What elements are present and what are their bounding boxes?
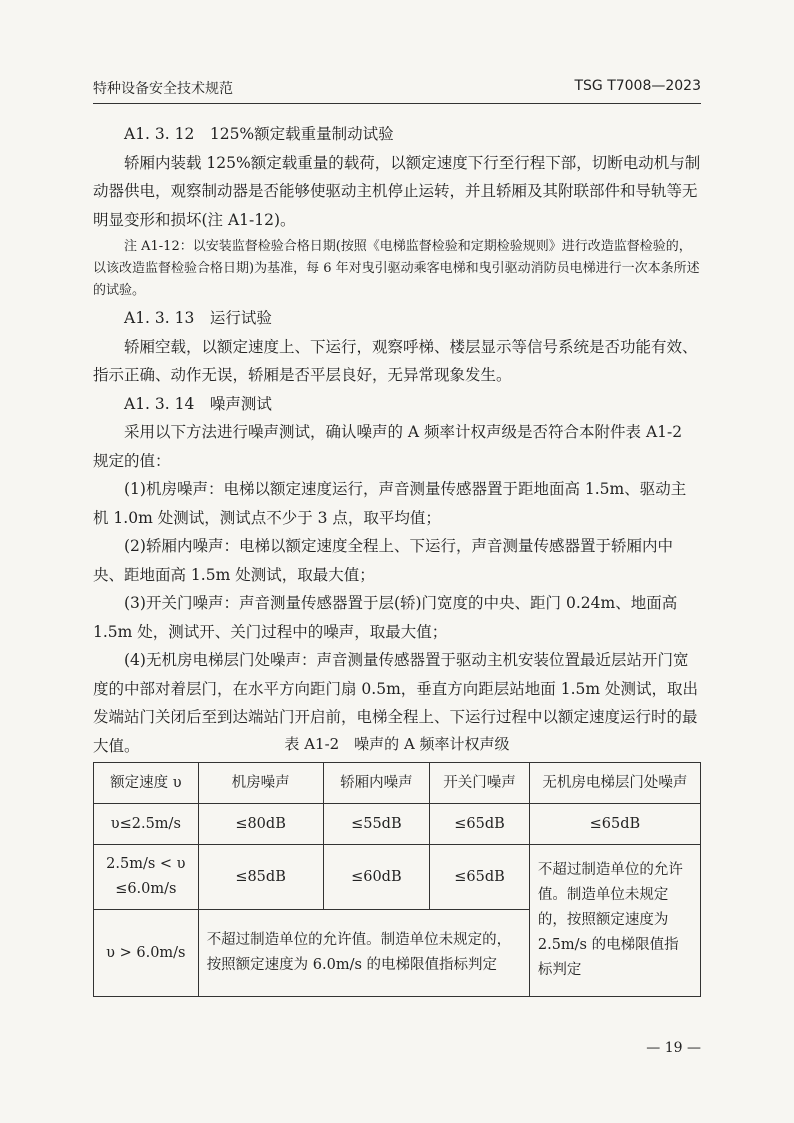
cell-value: ≤65dB — [430, 804, 530, 845]
body-content — [93, 120, 701, 760]
header-title: 特种设备安全技术规范 — [93, 81, 233, 97]
section-intro-a1-3-14: 采用以下方法进行噪声测试，确认噪声的 A 频率计权声级是否符合本附件表 A1-2 规定的值： — [93, 423, 683, 470]
cell-value: ≤55dB — [323, 804, 430, 845]
cell-speed: 2.5m/s < υ ≤6.0m/s — [94, 845, 199, 910]
cell-value: ≤60dB — [323, 845, 430, 910]
col-header-speed: 额定速度 υ — [94, 763, 199, 804]
header-code: TSG T7008—2023 — [574, 78, 701, 94]
cell-merged-mrl: 不超过制造单位的允许值。制造单位未规定的，按照额定速度为 2.5m/s 的电梯限值指标判定 — [529, 845, 700, 997]
section-body-a1-3-12: 轿厢内装载 125%额定载重量的载荷，以额定速度下行至行程下部，切断电动机与制动器供电，观察制动器是否能够使驱动主机停止运转，并且轿厢及其附联部件和导轨等无明显变形和损坏(注 A1-12)。 — [93, 153, 701, 229]
section-heading-a1-3-14: A1. 3. 14 噪声测试 — [124, 394, 272, 413]
page-number: — 19 — — [646, 1040, 701, 1056]
table-row — [94, 804, 701, 845]
note-a1-12 — [93, 236, 701, 302]
table-row — [94, 845, 701, 910]
col-header-machine-room: 机房噪声 — [198, 763, 323, 804]
section-heading-a1-3-13: A1. 3. 13 运行试验 — [124, 309, 272, 327]
section-body-a1-3-13: 轿厢空载，以额定速度上、下运行，观察呼梯、楼层显示等信号系统是否功能有效、指示正确、动作无误，轿厢是否平层良好，无异常现象发生。 — [93, 337, 698, 384]
col-header-door: 开关门噪声 — [430, 763, 530, 804]
cell-speed: υ > 6.0m/s — [94, 910, 199, 997]
note-text: 以安装监督检验合格日期(按照《电梯监督检验和定期检验规则》进行改造监督检验的，以该改造监督检验合格日期)为基准，每 6 年对曳引驱动乘客电梯和曳引驱动消防员电梯进行一次本条所述的试验。 — [93, 239, 700, 298]
note-label: 注 A1-12： — [124, 239, 193, 254]
cell-value: ≤65dB — [529, 804, 700, 845]
cell-value: ≤85dB — [198, 845, 323, 910]
list-item: (4)无机房电梯层门处噪声：声音测量传感器置于驱动主机安装位置最近层站开门宽度的中部对着层门，在水平方向距门扇 0.5m，垂直方向距层站地面 1.5m 处测试，取出发端站门关闭后至到达端站门开启前，电梯全程上、下运行过程中以额定速度运行时的最大值。 — [93, 651, 698, 755]
table-header-row — [94, 763, 701, 804]
list-item: (3)开关门噪声：声音测量传感器置于层(轿)门宽度的中央、距门 0.24m、地面高 1.5m 处，测试开、关门过程中的噪声，取最大值； — [93, 594, 678, 641]
header-divider — [93, 103, 701, 104]
section-heading-a1-3-12: A1. 3. 12 125%额定载重量制动试验 — [124, 125, 394, 143]
cell-merged-values: 不超过制造单位的允许值。制造单位未规定的，按照额定速度为 6.0m/s 的电梯限值指标判定 — [198, 910, 529, 997]
cell-value: ≤80dB — [198, 804, 323, 845]
list-item: (1)机房噪声：电梯以额定速度运行，声音测量传感器置于距地面高 1.5m、驱动主机 1.0m 处测试，测试点不少于 3 点，取平均值； — [93, 480, 687, 527]
cell-speed: υ≤2.5m/s — [94, 804, 199, 845]
col-header-car: 轿厢内噪声 — [323, 763, 430, 804]
noise-table — [93, 762, 701, 997]
table-caption: 表 A1-2 噪声的 A 频率计权声级 — [284, 735, 510, 753]
col-header-mrl-landing: 无机房电梯层门处噪声 — [529, 763, 700, 804]
list-item: (2)轿厢内噪声：电梯以额定速度全程上、下运行，声音测量传感器置于轿厢内中央、距地面高 1.5m 处测试，取最大值； — [93, 537, 673, 584]
cell-value: ≤65dB — [430, 845, 530, 910]
